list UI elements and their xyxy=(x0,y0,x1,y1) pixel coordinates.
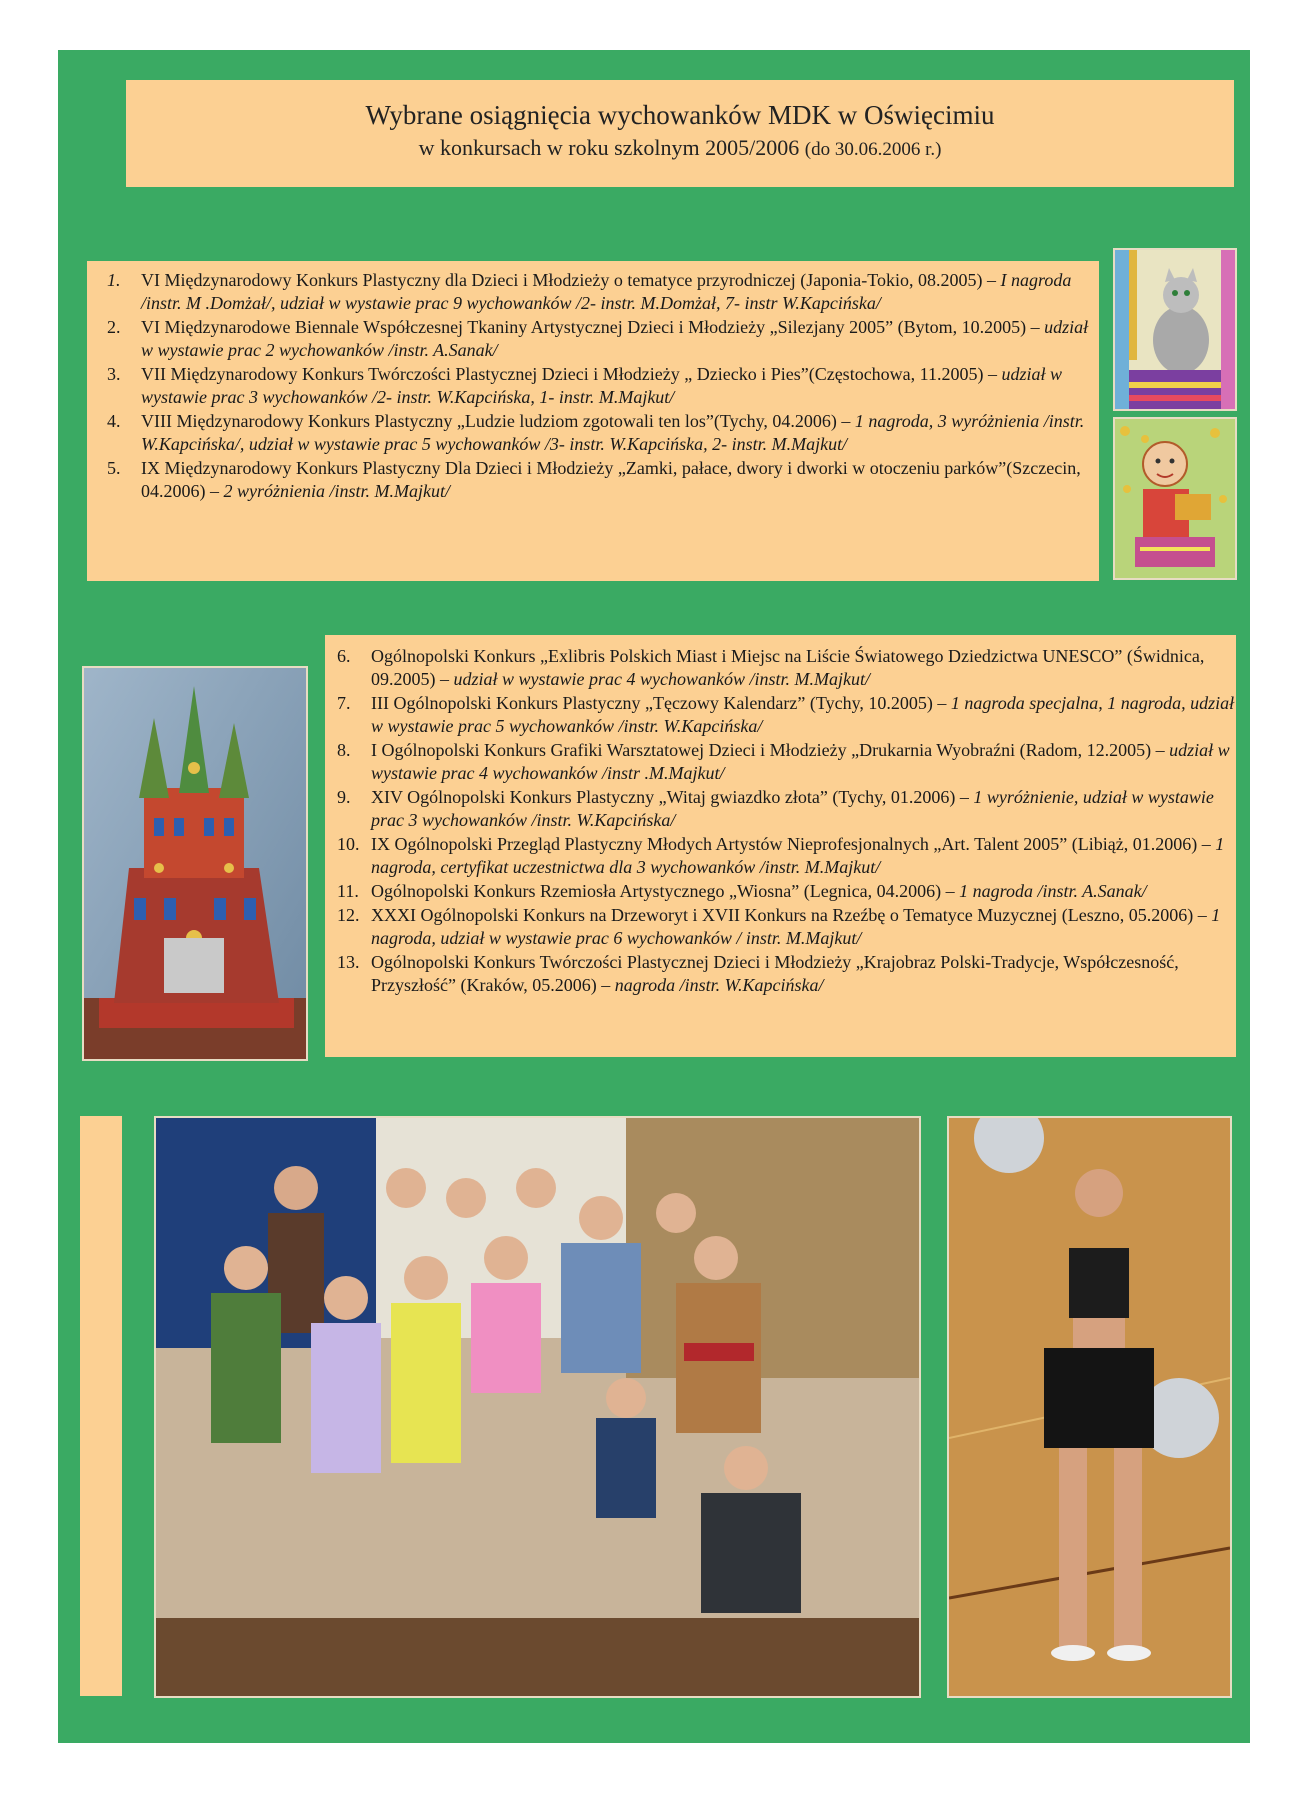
portrait-drawing-art xyxy=(1115,419,1235,578)
list-item xyxy=(107,316,1099,362)
page-subtitle xyxy=(126,135,1234,161)
list-item xyxy=(337,951,1236,997)
list-item xyxy=(337,880,1236,903)
cat-drawing-image xyxy=(1113,248,1237,411)
list-item xyxy=(107,363,1099,409)
item-text: VI Międzynarodowe Biennale Współczesnej Tkaniny Artystycznej Dzieci i Młodzieży „Silezjany 2005” (Bytom, 10.2005) – xyxy=(141,317,1045,337)
international-contests-list xyxy=(87,261,1099,581)
list-item xyxy=(337,904,1236,950)
item-detail: nagroda /instr. W.Kapcińska/ xyxy=(614,975,824,995)
item-text: XIV Ogólnopolski Konkurs Plastyczny „Witaj gwiazdko złota” (Tychy, 01.2006) xyxy=(371,787,960,807)
group-photo-art xyxy=(156,1118,919,1696)
list-item xyxy=(337,645,1236,691)
item-detail: I nagroda /instr. M .Domżał/, udział w wystawie prac 9 wychowanków /2- instr. M.Domżał, 7- instr W.Kapcińska/ xyxy=(141,270,1072,313)
item-text: I Ogólnopolski Konkurs Grafiki Warsztatowej Dzieci i Młodzieży „Drukarnia Wyobraźni (Radom, 12.2005) – xyxy=(371,740,1170,760)
list-item xyxy=(107,410,1099,456)
item-number: 3. xyxy=(107,364,121,384)
item-text: IX Ogólnopolski Przegląd Plastyczny Młodych Artystów Nieprofesjonalnych „Art. Talent 2005” (Libiąż, 01.2006) – xyxy=(371,834,1216,854)
item-number: 7. xyxy=(337,693,351,713)
item-detail: udział w wystawie prac 3 wychowanków /2- instr. W.Kapcińska, 1- instr. M.Majkut/ xyxy=(141,364,1063,407)
item-number: 1. xyxy=(107,270,121,290)
national-contests-list xyxy=(325,635,1236,1057)
portrait-drawing-image xyxy=(1113,417,1237,580)
item-number: 2. xyxy=(107,317,121,337)
title-panel xyxy=(126,80,1234,187)
item-detail: 2 wyróżnienia /instr. M.Majkut/ xyxy=(223,481,450,501)
item-detail: udział w wystawie prac 2 wychowanków /instr. A.Sanak/ xyxy=(141,317,1089,360)
list-item xyxy=(337,786,1236,832)
subtitle-main: w konkursach w roku szkolnym 2005/2006 xyxy=(418,135,800,160)
dancer-photo-art xyxy=(949,1118,1230,1696)
item-number: 4. xyxy=(107,411,121,431)
item-text: VII Międzynarodowy Konkurs Twórczości Plastycznej Dzieci i Młodzieży „ Dziecko i Pies”(Częstochowa, 11.2005) – xyxy=(141,364,1002,384)
cat-drawing-art xyxy=(1115,250,1235,409)
item-detail: – 1 nagroda specjalna, 1 nagroda, udział w wystawie prac 5 wychowanków /instr. W.Kapcińska/ xyxy=(371,693,1235,736)
item-number: 9. xyxy=(337,787,351,807)
list-item xyxy=(107,269,1099,315)
item-text: III Ogólnopolski Konkurs Plastyczny „Tęczowy Kalendarz” (Tychy, 10.2005) xyxy=(371,693,938,713)
item-text: Ogólnopolski Konkurs Rzemiosła Artystycznego „Wiosna” (Legnica, 04.2006) xyxy=(371,881,946,901)
item-text: IX Międzynarodowy Konkurs Plastyczny Dla Dzieci i Młodzieży „Zamki, pałace, dwory i dworki w otoczeniu parków”(Szczecin, 04.2006) – xyxy=(141,458,1081,501)
item-number: 8. xyxy=(337,740,351,760)
item-detail: – 1 nagroda, 3 wyróżnienia /instr. W.Kapcińska/, udział w wystawie prac 5 wychowanków /3- instr. W.Kapcińska, 2- instr. M.Majkut/ xyxy=(141,411,1085,454)
subtitle-date: (do 30.06.2006 r.) xyxy=(804,139,942,160)
item-detail: – 1 nagroda /instr. A.Sanak/ xyxy=(945,881,1147,901)
item-detail: 1 nagroda, udział w wystawie prac 6 wychowanków / instr. M.Majkut/ xyxy=(371,905,1221,948)
list-item xyxy=(337,692,1236,738)
item-number: 5. xyxy=(107,458,121,478)
item-detail: 1 nagroda, certyfikat uczestnictwa dla 3 wychowanków /instr. M.Majkut/ xyxy=(371,834,1225,877)
item-detail: udział w wystawie prac 4 wychowanków /instr .M.Majkut/ xyxy=(371,740,1230,783)
item-number: 10. xyxy=(337,834,360,854)
item-number: 11. xyxy=(337,881,359,901)
list-item xyxy=(337,739,1236,785)
group-photo xyxy=(154,1116,921,1698)
list-item xyxy=(107,457,1099,503)
list-item xyxy=(337,833,1236,879)
item-detail: udział w wystawie prac 4 wychowanków /instr. M.Majkut/ xyxy=(453,669,870,689)
item-number: 6. xyxy=(337,646,351,666)
item-text: Ogólnopolski Konkurs „Exlibris Polskich Miast i Miejsc na Liście Światowego Dziedzictwa UNESCO” (Świdnica, 09.2005) – xyxy=(371,646,1205,689)
item-detail: – 1 wyróżnienie, udział w wystawie prac 3 wychowanków /instr. W.Kapcińska/ xyxy=(371,787,1214,830)
item-number: 12. xyxy=(337,905,360,925)
castle-sculpture-art xyxy=(84,668,306,1059)
decorative-strip xyxy=(80,1116,122,1696)
item-text: Ogólnopolski Konkurs Twórczości Plastycznej Dzieci i Młodzieży „Krajobraz Polski-Tradycje, Współczesność, Przyszłość” (Kraków, 05.2006) – xyxy=(371,952,1179,995)
item-number: 13. xyxy=(337,952,360,972)
dancer-photo xyxy=(947,1116,1232,1698)
castle-sculpture-photo xyxy=(82,666,308,1061)
item-text: VI Międzynarodowy Konkurs Plastyczny dla Dzieci i Młodzieży o tematyce przyrodniczej (Japonia-Tokio, 08.2005) – xyxy=(141,270,1001,290)
item-text: VIII Międzynarodowy Konkurs Plastyczny „Ludzie ludziom zgotowali ten los”(Tychy, 04.2006) xyxy=(141,411,842,431)
page-title: Wybrane osiągnięcia wychowanków MDK w Oświęcimiu xyxy=(365,100,995,130)
item-text: XXXI Ogólnopolski Konkurs na Drzeworyt i XVII Konkurs na Rzeźbę o Tematyce Muzycznej (Leszno, 05.2006) – xyxy=(371,905,1212,925)
